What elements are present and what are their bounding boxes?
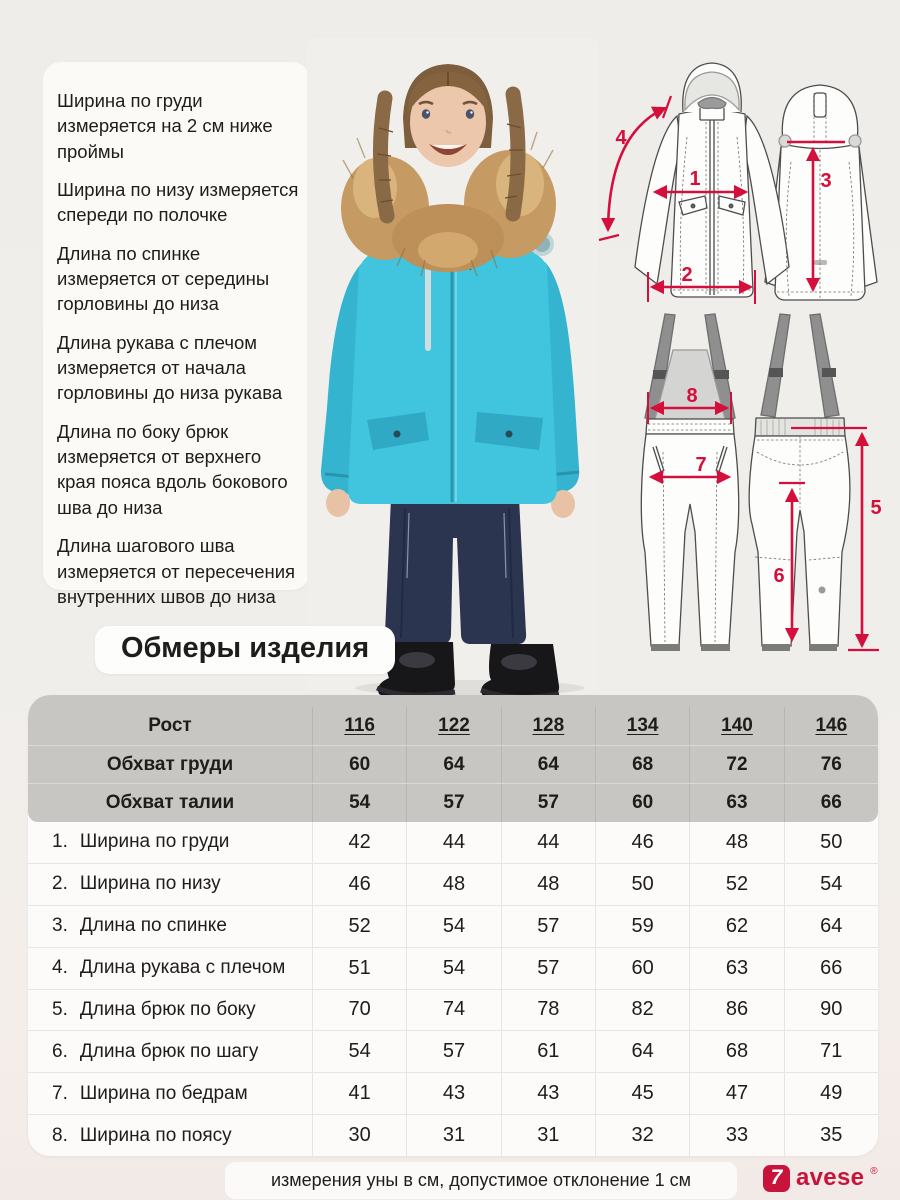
value-cell: 54 xyxy=(406,948,500,989)
value-cell: 52 xyxy=(312,906,406,947)
value-cell: 60 xyxy=(595,784,689,822)
size-cell: 122 xyxy=(406,707,500,745)
table-row xyxy=(28,1030,878,1072)
dim-label-1: 1 xyxy=(689,168,701,190)
size-cell: 140 xyxy=(689,707,783,745)
size-cell: 134 xyxy=(595,707,689,745)
value-cell: 57 xyxy=(501,948,595,989)
size-table-header xyxy=(28,695,878,822)
value-cell: 32 xyxy=(595,1115,689,1156)
value-cell: 62 xyxy=(689,906,783,947)
page-title: Обмеры изделия xyxy=(95,626,395,674)
value-cell: 90 xyxy=(784,990,878,1031)
value-cell: 41 xyxy=(312,1073,406,1114)
value-cell: 31 xyxy=(406,1115,500,1156)
jacket-front-sketch xyxy=(635,63,789,297)
row-label: 8. Ширина по поясу xyxy=(52,1124,232,1146)
value-cell: 30 xyxy=(312,1115,406,1156)
note-back-length: Длина по спинке измеряется от середины горловины до низа xyxy=(57,242,270,315)
model-photo xyxy=(305,38,600,698)
value-cell: 54 xyxy=(784,864,878,905)
dim-label-6: 6 xyxy=(773,565,785,587)
value-cell: 68 xyxy=(689,1031,783,1072)
value-cell: 46 xyxy=(312,864,406,905)
registered-mark: ® xyxy=(870,1166,878,1177)
row-label: 5. Длина брюк по боку xyxy=(52,998,256,1020)
value-cell: 63 xyxy=(689,948,783,989)
value-cell: 86 xyxy=(689,990,783,1031)
measurement-diagram xyxy=(595,52,895,677)
value-cell: 64 xyxy=(501,746,595,784)
row-label: Рост xyxy=(148,714,192,736)
size-cell: 128 xyxy=(501,707,595,745)
value-cell: 61 xyxy=(501,1031,595,1072)
value-cell: 48 xyxy=(406,864,500,905)
table-row xyxy=(28,822,878,863)
dim-label-5: 5 xyxy=(870,497,882,519)
value-cell: 46 xyxy=(595,822,689,863)
size-table-body xyxy=(28,822,878,1156)
table-row xyxy=(28,905,878,947)
table-row xyxy=(28,1072,878,1114)
dim-label-2: 2 xyxy=(681,264,693,286)
value-cell: 52 xyxy=(689,864,783,905)
size-cell: 146 xyxy=(784,707,878,745)
table-row xyxy=(28,947,878,989)
value-cell: 42 xyxy=(312,822,406,863)
value-cell: 43 xyxy=(406,1073,500,1114)
value-cell: 54 xyxy=(312,1031,406,1072)
measurement-notes-panel xyxy=(43,62,310,607)
value-cell: 43 xyxy=(501,1073,595,1114)
row-label: 3. Длина по спинке xyxy=(52,915,227,937)
value-cell: 47 xyxy=(689,1073,783,1114)
pants-front-sketch xyxy=(641,314,738,651)
value-cell: 70 xyxy=(312,990,406,1031)
value-cell: 49 xyxy=(784,1073,878,1114)
table-row-waist-girth xyxy=(28,783,878,822)
value-cell: 76 xyxy=(784,746,878,784)
note-inseam-length: Длина шагового шва измеряется от пересечения внутренних швов до низа xyxy=(57,535,296,607)
value-cell: 60 xyxy=(312,746,406,784)
value-cell: 33 xyxy=(689,1115,783,1156)
note-sleeve-length: Длина рукава с плечом измеряется от начала горловины до низа рукава xyxy=(57,331,283,404)
value-cell: 54 xyxy=(312,784,406,822)
value-cell: 66 xyxy=(784,948,878,989)
value-cell: 31 xyxy=(501,1115,595,1156)
brand-logo xyxy=(763,1164,878,1192)
note-chest-width: Ширина по груди измеряется на 2 см ниже проймы xyxy=(57,90,273,162)
value-cell: 57 xyxy=(501,784,595,822)
row-label: 1. Ширина по груди xyxy=(52,831,230,853)
value-cell: 64 xyxy=(406,746,500,784)
row-label: 7. Ширина по бедрам xyxy=(52,1082,248,1104)
dim-label-3: 3 xyxy=(820,170,832,192)
size-cell: 116 xyxy=(312,707,406,745)
row-label: Обхват груди xyxy=(106,753,234,775)
value-cell: 51 xyxy=(312,948,406,989)
value-cell: 64 xyxy=(595,1031,689,1072)
table-row xyxy=(28,863,878,905)
value-cell: 44 xyxy=(406,822,500,863)
value-cell: 54 xyxy=(406,906,500,947)
value-cell: 50 xyxy=(595,864,689,905)
brand-name: avese xyxy=(796,1164,865,1191)
value-cell: 57 xyxy=(406,1031,500,1072)
measurement-disclaimer: измерения уны в см, допустимое отклонение 1 см xyxy=(225,1162,737,1199)
brand-logo-icon: 7 xyxy=(763,1165,790,1192)
value-cell: 66 xyxy=(784,784,878,822)
row-label: 2. Ширина по низу xyxy=(52,873,221,895)
row-label: 6. Длина брюк по шагу xyxy=(52,1040,259,1062)
note-bottom-width: Ширина по низу измеряется спереди по полочке xyxy=(57,179,299,226)
value-cell: 57 xyxy=(406,784,500,822)
row-label: 4. Длина рукава с плечом xyxy=(52,957,286,979)
table-row-chest-girth xyxy=(28,745,878,784)
dim-label-8: 8 xyxy=(686,385,698,407)
value-cell: 64 xyxy=(784,906,878,947)
value-cell: 72 xyxy=(689,746,783,784)
value-cell: 74 xyxy=(406,990,500,1031)
value-cell: 48 xyxy=(689,822,783,863)
value-cell: 68 xyxy=(595,746,689,784)
row-label: Обхват талии xyxy=(105,792,235,814)
value-cell: 71 xyxy=(784,1031,878,1072)
value-cell: 59 xyxy=(595,906,689,947)
value-cell: 44 xyxy=(501,822,595,863)
value-cell: 45 xyxy=(595,1073,689,1114)
note-side-length: Длина по боку брюк измеряется от верхнего края пояса вдоль бокового шва до низа xyxy=(57,420,288,518)
value-cell: 82 xyxy=(595,990,689,1031)
value-cell: 50 xyxy=(784,822,878,863)
value-cell: 78 xyxy=(501,990,595,1031)
table-row-height xyxy=(28,707,878,745)
table-row xyxy=(28,989,878,1031)
dim-label-4: 4 xyxy=(615,127,627,149)
value-cell: 63 xyxy=(689,784,783,822)
value-cell: 60 xyxy=(595,948,689,989)
table-row xyxy=(28,1114,878,1156)
value-cell: 57 xyxy=(501,906,595,947)
dim-label-7: 7 xyxy=(695,454,707,476)
value-cell: 35 xyxy=(784,1115,878,1156)
value-cell: 48 xyxy=(501,864,595,905)
size-table xyxy=(28,695,878,1156)
